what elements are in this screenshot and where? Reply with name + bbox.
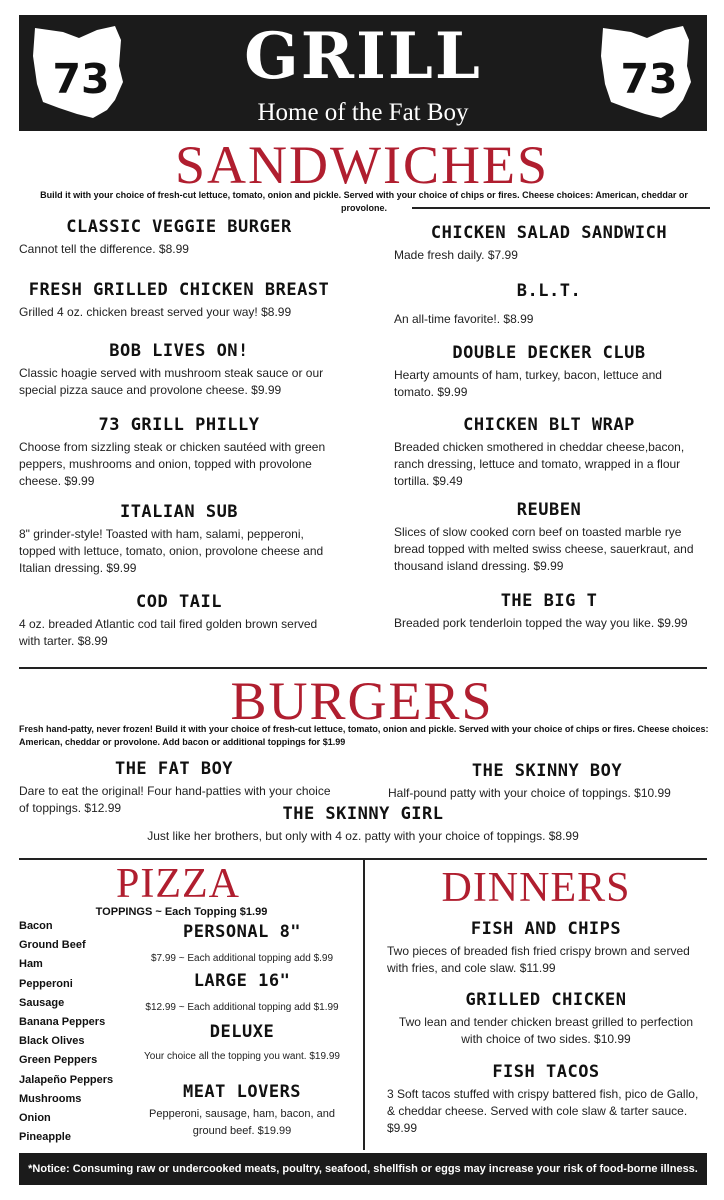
item-desc: Grilled 4 oz. chicken breast served your way! — [19, 305, 258, 319]
item-name: LARGE 16" — [193, 971, 291, 991]
item-price: $10.99 — [594, 1032, 631, 1046]
item-desc: Two pieces of breaded fish fried crispy brown and served with fries, and cole slaw. — [387, 944, 690, 975]
list-item: Pineapple — [19, 1131, 71, 1144]
menu-item — [387, 988, 705, 1048]
item-name: BOB LIVES ON! — [109, 341, 249, 361]
item-desc: Hearty amounts of ham, turkey, bacon, lettuce and tomato. — [394, 368, 662, 399]
item-name: DELUXE — [209, 1022, 275, 1042]
item-price: $9.99 — [106, 561, 137, 575]
item-price: $9.99 — [437, 385, 468, 399]
menu-item — [387, 1060, 705, 1137]
item-name: THE SKINNY GIRL — [282, 804, 444, 824]
menu-item — [19, 590, 339, 650]
list-item: Bacon — [19, 920, 53, 932]
item-price: $8.99 — [503, 312, 534, 326]
item-desc: Half-pound patty with your choice of toppings. — [388, 786, 631, 800]
item-desc: 4 oz. breaded Atlantic cod tail fired golden brown served with tarter. — [19, 617, 318, 648]
list-item: Onion — [19, 1112, 51, 1125]
item-name: CHICKEN SALAD SANDWICH — [430, 223, 668, 243]
burgers-heading: BURGERS — [230, 671, 494, 731]
list-item: Green Peppers — [19, 1054, 98, 1067]
item-price: $8.99 — [77, 634, 108, 648]
menu-item — [128, 1020, 356, 1065]
menu-item — [19, 500, 339, 577]
item-price: $8.99 — [158, 242, 189, 256]
item-desc: Made fresh daily. — [394, 248, 485, 262]
pizza-toppings-header: TOPPINGS ~ Each Topping $1.99 — [95, 906, 268, 918]
menu-item — [394, 341, 704, 401]
ohio-state-badge-right — [599, 22, 699, 122]
item-price: $19.99 — [309, 1051, 340, 1062]
menu-item — [128, 1080, 356, 1140]
item-name: CHICKEN BLT WRAP — [463, 415, 635, 435]
item-price: $19.99 — [257, 1125, 292, 1137]
list-item: Black Olives — [19, 1035, 85, 1048]
item-price: $8.99 — [548, 829, 579, 843]
badge-number-left: 73 — [52, 55, 110, 103]
restaurant-tagline: Home of the Fat Boy — [257, 99, 469, 126]
item-name: CLASSIC VEGGIE BURGER — [66, 217, 292, 237]
list-item: Sausage — [19, 996, 65, 1009]
pizza-toppings-list — [19, 917, 129, 1147]
item-name: REUBEN — [516, 500, 582, 520]
menu-item — [19, 413, 339, 490]
item-price: $11.99 — [519, 961, 556, 975]
item-desc: Your choice all the topping you want. — [144, 1051, 307, 1062]
menu-item — [394, 498, 704, 575]
dinners-heading: DINNERS — [441, 865, 631, 911]
item-desc: 8" grinder-style! Toasted with ham, salami, pepperoni, topped with lettuce, tomato, onion, provolone cheese and Italian dressing. — [19, 527, 324, 575]
item-desc: Classic hoagie served with mushroom steak sauce or our special pizza sauce and provolone cheese. — [19, 366, 324, 397]
item-desc: Breaded pork tenderloin topped the way you like. — [394, 616, 655, 630]
item-name: FISH TACOS — [492, 1062, 600, 1082]
sandwiches-intro: Build it with your choice of fresh-cut lettuce, tomato, onion and pickle. Served with your choice of chips or fires. Cheese choices: American, cheddar or provolone. — [40, 190, 688, 213]
divider — [363, 858, 365, 1150]
badge-number-right: 73 — [620, 55, 678, 103]
header-banner — [19, 15, 707, 131]
item-price: $10.99 — [634, 786, 671, 800]
item-name: FISH AND CHIPS — [470, 919, 622, 939]
item-name: B.L.T. — [516, 281, 582, 301]
menu-item — [387, 917, 705, 977]
list-item: Ham — [19, 958, 43, 971]
food-safety-notice: *Notice: Consuming raw or undercooked meats, poultry, seafood, shellfish or eggs may increase your risk of food-borne illness. — [19, 1153, 707, 1185]
menu-item — [394, 589, 704, 632]
item-price: $9.99 — [657, 616, 688, 630]
menu-item — [19, 278, 339, 321]
item-name: THE FAT BOY — [114, 759, 234, 779]
item-desc: 3 Soft tacos stuffed with crispy battered fish, pico de Gallo, & cheddar cheese. Served with cole slaw & tarter sauce. — [387, 1087, 699, 1118]
menu-item — [394, 413, 704, 490]
item-price: $9.99 — [533, 559, 564, 573]
item-price: $12.99 — [84, 801, 122, 815]
item-name: ITALIAN SUB — [119, 502, 239, 522]
item-name: THE SKINNY BOY — [471, 761, 623, 781]
item-name: PERSONAL 8" — [182, 922, 302, 942]
item-price: $9.99 — [64, 474, 95, 488]
item-price: $9.49 — [432, 474, 463, 488]
item-name: MEAT LOVERS — [182, 1082, 302, 1102]
item-desc: Pepperoni, sausage, ham, bacon, and ground beef. — [149, 1108, 335, 1137]
item-desc: An all-time favorite!. — [394, 312, 501, 326]
item-price: $7.99 — [487, 248, 518, 262]
item-name: FRESH GRILLED CHICKEN BREAST — [28, 280, 330, 300]
menu-item — [128, 969, 356, 1016]
item-desc: $12.99 ~ Each additional topping add $1.99 — [145, 1002, 339, 1013]
divider — [19, 667, 707, 669]
item-desc: Just like her brothers, but only with 4 oz. patty with your choice of toppings. — [147, 829, 546, 843]
burgers-intro: Fresh hand-patty, never frozen! Build it with your choice of fresh-cut lettuce, tomato, onion and pickle. Served with your choice of chips or fires. Cheese choices: American, cheddar or provolone. Add bacon or additional toppings for $1.99 — [19, 724, 709, 747]
list-item: Banana Peppers — [19, 1016, 106, 1029]
menu-item — [394, 279, 704, 328]
item-desc: Choose from sizzling steak or chicken sautéed with green peppers, mushrooms and onion, topped with provolone cheese. — [19, 440, 326, 488]
item-name: THE BIG T — [500, 591, 598, 611]
menu-item — [394, 221, 704, 264]
item-name: GRILLED CHICKEN — [465, 990, 627, 1010]
list-item: Ground Beef — [19, 939, 86, 952]
menu-item — [388, 759, 706, 802]
item-desc: Two lean and tender chicken breast grilled to perfection with choice of two sides. — [398, 1015, 694, 1046]
restaurant-title: GRILL — [244, 19, 482, 94]
menu-item — [19, 339, 339, 399]
item-price: $9.99 — [387, 1121, 418, 1135]
menu-item — [19, 802, 707, 845]
list-item: Jalapeño Peppers — [19, 1073, 114, 1086]
item-name: COD TAIL — [136, 592, 222, 612]
item-desc: Dare to eat the original! Four hand-patties with your choice of toppings. — [19, 784, 331, 815]
item-name: DOUBLE DECKER CLUB — [452, 343, 646, 363]
item-price: $9.99 — [251, 383, 282, 397]
menu-item — [128, 920, 356, 967]
item-desc: Cannot tell the difference. — [19, 242, 156, 256]
list-item: Pepperoni — [19, 977, 73, 990]
divider — [412, 207, 710, 209]
item-price: $8.99 — [261, 305, 292, 319]
item-desc: $7.99 ~ Each additional topping add $.99 — [150, 953, 334, 964]
item-name: 73 GRILL PHILLY — [98, 415, 260, 435]
menu-item — [19, 215, 339, 258]
sandwiches-heading: SANDWICHES — [174, 135, 549, 195]
list-item: Mushrooms — [19, 1092, 82, 1105]
pizza-heading: PIZZA — [116, 861, 240, 907]
item-desc: Breaded chicken smothered in cheddar cheese,bacon, ranch dressing, lettuce and tomato, wrapped in a flour tortilla. — [394, 440, 685, 488]
item-desc: Slices of slow cooked corn beef on toasted marble rye bread topped with melted swiss cheese, sauerkraut, and thousand island dressing. — [394, 525, 694, 573]
